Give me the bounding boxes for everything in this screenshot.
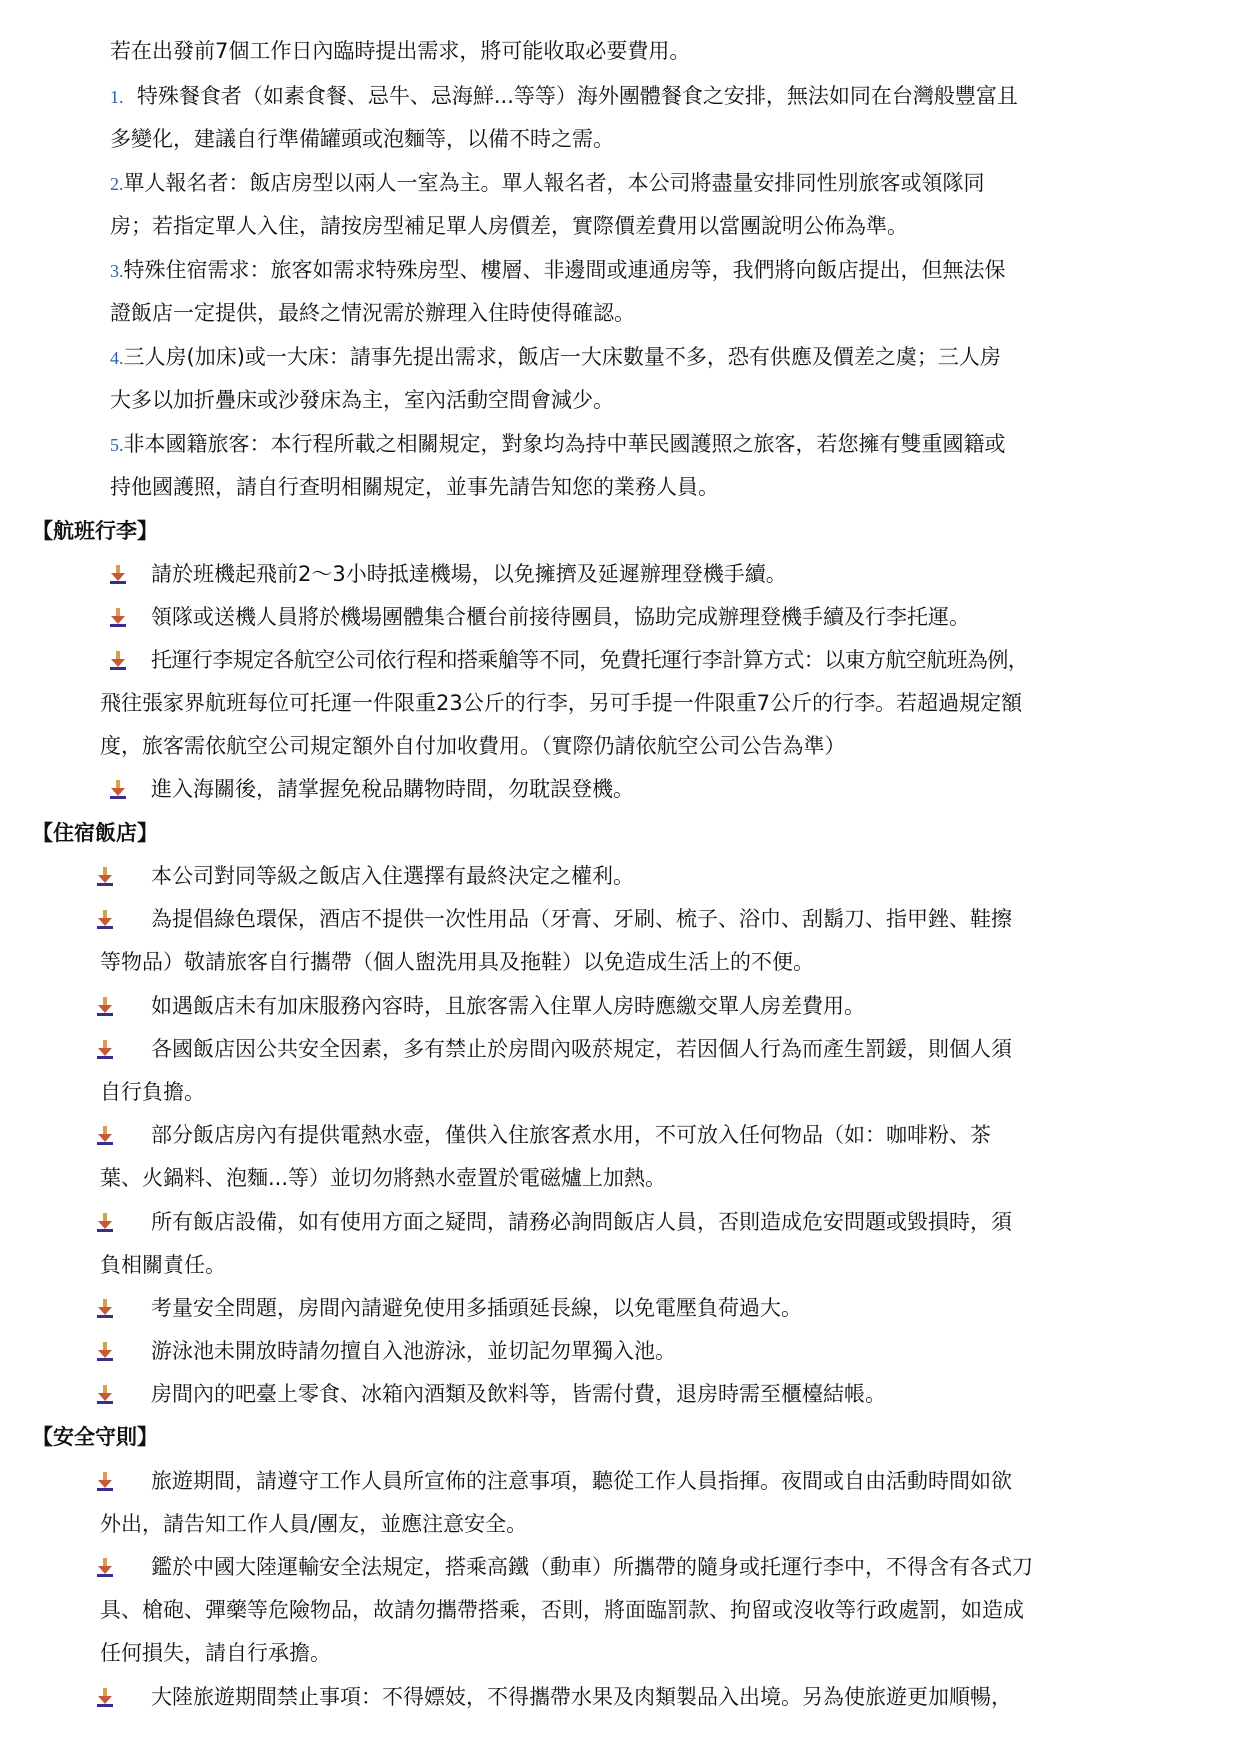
safety-item-2-line-3: 任何損失，請自行承擔。 [100,1641,331,1665]
section-heading-safety: 【安全守則】 [32,1425,158,1449]
numbered-item-5-line-2: 持他國護照，請自行查明相關規定，並事先請告知您的業務人員。 [110,475,719,499]
hotel-item-9-line-1: 房間內的吧臺上零食、冰箱內酒類及飲料等，皆需付費，退房時需至櫃檯結帳。 [151,1382,886,1406]
hotel-item-7-line-1: 考量安全問題，房間內請避免使用多插頭延長線，以免電壓負荷過大。 [151,1296,802,1320]
hotel-item-5-line-2: 葉、火鍋料、泡麵...等）並切勿將熱水壺置於電磁爐上加熱。 [100,1166,667,1190]
numbered-item-4-line-2: 大多以加折疊床或沙發床為主，室內活動空間會減少。 [110,388,614,412]
numbered-item-3-line-2: 證飯店一定提供，最終之情況需於辦理入住時使得確認。 [110,301,635,325]
flight-item-3-line-1: 托運行李規定各航空公司依行程和搭乘艙等不同，免費托運行李計算方式：以東方航空航班為例， [151,648,1029,672]
arrow-down-bullet-icon [95,1340,115,1362]
numbered-item-5-line-1 [110,429,1006,460]
arrow-down-bullet-icon [95,1686,115,1708]
arrow-down-bullet-icon [95,1383,115,1405]
numbered-item-2-line-1 [110,168,985,199]
hotel-item-4-line-2: 自行負擔。 [100,1080,205,1104]
item-text: 非本國籍旅客：本行程所載之相關規定，對象均為持中華民國護照之旅客，若您擁有雙重國籍或 [123,432,1006,456]
arrow-down-bullet-icon [95,1038,115,1060]
arrow-down-bullet-icon [95,995,115,1017]
hotel-item-1-line-1: 本公司對同等級之飯店入住選擇有最終決定之權利。 [151,864,634,888]
arrow-down-bullet-icon [95,1470,115,1492]
safety-item-3-line-1: 大陸旅遊期間禁止事項：不得嫖妓，不得攜帶水果及肉類製品入出境。另為使旅遊更加順暢， [151,1685,1012,1709]
numbered-item-2-line-2: 房；若指定單人入住，請按房型補足單人房價差，實際價差費用以當團說明公佈為準。 [110,214,908,238]
item-number: 1. [110,87,124,107]
arrow-down-bullet-icon [95,908,115,930]
top-note: 若在出發前7個工作日內臨時提出需求，將可能收取必要費用。 [110,39,691,63]
flight-item-2-line-1: 領隊或送機人員將於機場團體集合櫃台前接待團員，協助完成辦理登機手續及行李托運。 [151,605,970,629]
item-text: 特殊住宿需求：旅客如需求特殊房型、樓層、非邊間或連通房等，我們將向飯店提出，但無法保 [123,258,1006,282]
hotel-item-6-line-2: 負相關責任。 [100,1253,226,1277]
section-heading-flight: 【航班行李】 [32,519,158,543]
item-number: 2. [110,174,124,194]
arrow-down-bullet-icon [95,1211,115,1233]
item-number: 5. [110,435,124,455]
flight-item-4-line-1: 進入海關後，請掌握免稅品購物時間，勿耽誤登機。 [151,777,634,801]
hotel-item-2-line-2: 等物品）敬請旅客自行攜帶（個人盥洗用具及拖鞋）以免造成生活上的不便。 [100,950,814,974]
hotel-item-2-line-1: 為提倡綠色環保，酒店不提供一次性用品（牙膏、牙刷、梳子、浴巾、刮鬍刀、指甲銼、鞋擦 [151,907,1012,931]
item-text: 特殊餐食者（如素食餐、忌牛、忌海鮮...等等）海外團體餐食之安排，無法如同在台灣般豐富且 [136,84,1018,108]
arrow-down-bullet-icon [95,865,115,887]
item-text: 三人房(加床)或一大床：請事先提出需求，飯店一大床數量不多，恐有供應及價差之虞；三人房 [123,345,1001,369]
arrow-down-bullet-icon [108,778,128,800]
numbered-item-1-line-2: 多變化，建議自行準備罐頭或泡麵等，以備不時之需。 [110,127,614,151]
safety-item-2-line-2: 具、槍砲、彈藥等危險物品，故請勿攜帶搭乘，否則，將面臨罰款、拘留或沒收等行政處罰，如造成 [100,1598,1024,1622]
arrow-down-bullet-icon [95,1297,115,1319]
item-number: 3. [110,261,124,281]
safety-item-1-line-2: 外出，請告知工作人員/團友，並應注意安全。 [100,1512,528,1536]
section-heading-hotel: 【住宿飯店】 [32,821,158,845]
hotel-item-8-line-1: 游泳池未開放時請勿擅自入池游泳，並切記勿單獨入池。 [151,1339,676,1363]
arrow-down-bullet-icon [95,1556,115,1578]
safety-item-1-line-1: 旅遊期間，請遵守工作人員所宣佈的注意事項，聽從工作人員指揮。夜間或自由活動時間如欲 [151,1469,1012,1493]
item-text: 單人報名者：飯店房型以兩人一室為主。單人報名者，本公司將盡量安排同性別旅客或領隊同 [123,171,985,195]
hotel-item-4-line-1: 各國飯店因公共安全因素，多有禁止於房間內吸菸規定，若因個人行為而產生罰鍰，則個人須 [151,1037,1012,1061]
flight-item-3-line-2: 飛往張家界航班每位可托運一件限重23公斤的行李，另可手提一件限重7公斤的行李。若超過規定額 [100,691,1023,715]
numbered-item-3-line-1 [110,255,1006,286]
numbered-item-4-line-1 [110,342,1001,373]
hotel-item-5-line-1: 部分飯店房內有提供電熱水壺，僅供入住旅客煮水用，不可放入任何物品（如：咖啡粉、茶 [151,1123,991,1147]
flight-item-3-line-3: 度，旅客需依航空公司規定額外自付加收費用。（實際仍請依航空公司公告為準） [100,734,846,758]
hotel-item-6-line-1: 所有飯店設備，如有使用方面之疑問，請務必詢問飯店人員，否則造成危安問題或毀損時，須 [151,1210,1012,1234]
arrow-down-bullet-icon [108,563,128,585]
flight-item-1-line-1: 請於班機起飛前2～3小時抵達機場，以免擁擠及延遲辦理登機手續。 [151,562,787,586]
item-number: 4. [110,348,124,368]
arrow-down-bullet-icon [108,649,128,671]
safety-item-2-line-1: 鑑於中國大陸運輸安全法規定，搭乘高鐵（動車）所攜帶的隨身或托運行李中，不得含有各式刀 [151,1555,1033,1579]
numbered-item-1-line-1 [110,81,1018,112]
arrow-down-bullet-icon [95,1124,115,1146]
arrow-down-bullet-icon [108,606,128,628]
hotel-item-3-line-1: 如遇飯店未有加床服務內容時，且旅客需入住單人房時應繳交單人房差費用。 [151,994,865,1018]
